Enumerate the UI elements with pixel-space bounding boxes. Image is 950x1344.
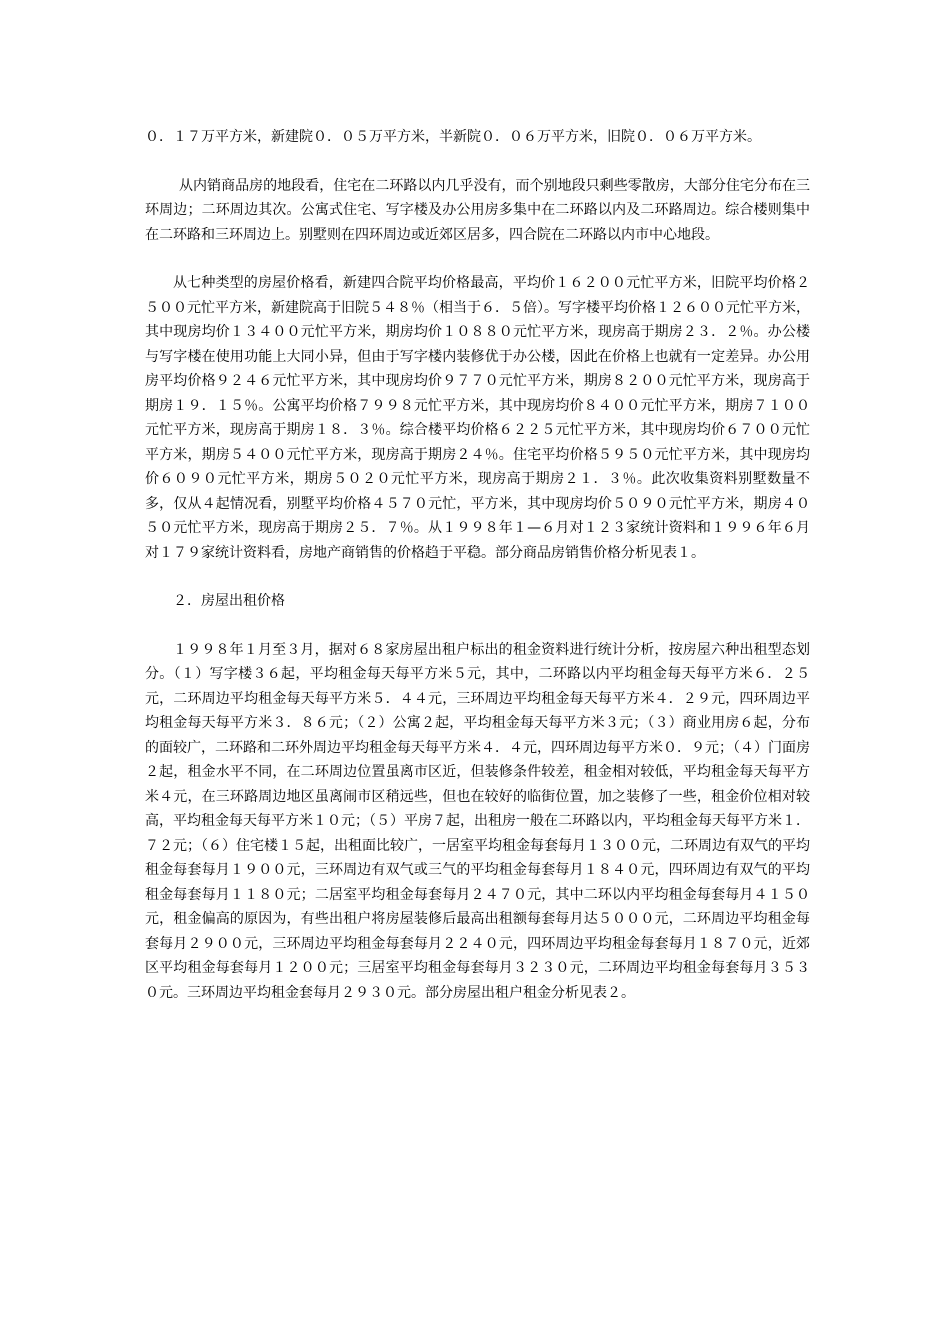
document-page <box>145 125 810 1005</box>
paragraph-price-analysis: 从七种类型的房屋价格看，新建四合院平均价格最高，平均价１６２００元忙平方米，旧院平均价格２５００元忙平方米，新建院高于旧院５４８％（相当于６．５倍）。写字楼平均价格１２６００元忙平方米，其中现房均价１３４００元忙平方米，期房均价１０８８０元忙平方米，现房高于期房２３．２％。办公楼与写字楼在使用功能上大同小异，但由于写字楼内装修优于办公楼，因此在价格上也就有一定差异。办公用房平均价格９２４６元忙平方米，其中现房均价９７７０元忙平方米，期房８２００元忙平方米，现房高于期房１９．１５％。公寓平均价格７９９８元忙平方米，其中现房均价８４００元忙平方米，期房７１００元忙平方米，现房高于期房１８．３％。综合楼平均价格６２２５元忙平方米，其中现房均价６７００元忙平方米，期房５４００元忙平方米，现房高于期房２４％。住宅平均价格５９５０元忙平方米，其中现房均价６０９０元忙平方米，期房５０２０元忙平方米，现房高于期房２１．３％。此次收集资料别墅数量不多，仅从４起情况看，别墅平均价格４５７０元忙，平方米，其中现房均价５０９０元忙平方米，期房４０５０元忙平方米，现房高于期房２５．７％。从１９９８年１—６月对１２３家统计资料和１９９６年６月对１７９家统计资料看，房地产商销售的价格趋于平稳。部分商品房销售价格分析见表１。 <box>145 275 810 561</box>
paragraph-rental-analysis: １９９８年１月至３月，据对６８家房屋出租户标出的租金资料进行统计分析，按房屋六种出租型态划分。（１）写字楼３６起，平均租金每天每平方米５元，其中，二环路以内平均租金每天每平方米６．２５元，二环周边平均租金每天每平方米５．４４元，三环周边平均租金每天每平方米４．２９元，四环周边平均租金每天每平方米３．８６元；（２）公寓２起，平均租金每天每平方米３元；（３）商业用房６起，分布的面较广，二环路和二环外周边平均租金每天每平方米４．４元，四环周边每平方米０．９元；（４）门面房２起，租金水平不同，在二环周边位置虽离市区近，但装修条件较差，租金相对较低，平均租金每天每平方米４元，在三环路周边地区虽离闹市区稍远些，但也在较好的临街位置，加之装修了一些，租金价位相对较高，平均租金每天每平方米１０元；（５）平房７起，出租房一般在二环路以内，平均租金每天每平方米１．７２元；（６）住宅楼１５起，出租面比较广，一居室平均租金每套每月１３００元，二环周边有双气的平均租金每套每月１９００元，三环周边有双气或三气的平均租金每套每月１８４０元，四环周边有双气的平均租金每套每月１１８０元；二居室平均租金每套每月２４７０元，其中二环以内平均租金每套每月４１５０元，租金偏高的原因为，有些出租户将房屋装修后最高出租额每套每月达５０００元，二环周边平均租金每套每月２９００元，三环周边平均租金每套每月２２４０元，四环周边平均租金每套每月１８７０元，近郊区平均租金每套每月１２００元；三居室平均租金每套每月３２３０元，二环周边平均租金每套每月３５３０元。三环周边平均租金套每月２９３０元。部分房屋出租户租金分析见表２。 <box>145 641 810 1001</box>
section-heading-rental-price: ２．房屋出租价格 <box>173 593 285 609</box>
paragraph-location-analysis: 从内销商品房的地段看，住宅在二环路以内几乎没有，而个别地段只剩些零散房，大部分住宅分布在三环周边；二环周边其次。公寓式住宅、写字楼及办公用房多集中在二环路以内及二环路周边。综合楼则集中在二环路和三环周边上。别墅则在四环周边或近郊区居多，四合院在二环路以内市中心地段。 <box>145 177 810 243</box>
paragraph-area-summary: ０．１７万平方米，新建院０．０５万平方米，半新院０．０６万平方米，旧院０．０６万平方米。 <box>145 129 761 145</box>
